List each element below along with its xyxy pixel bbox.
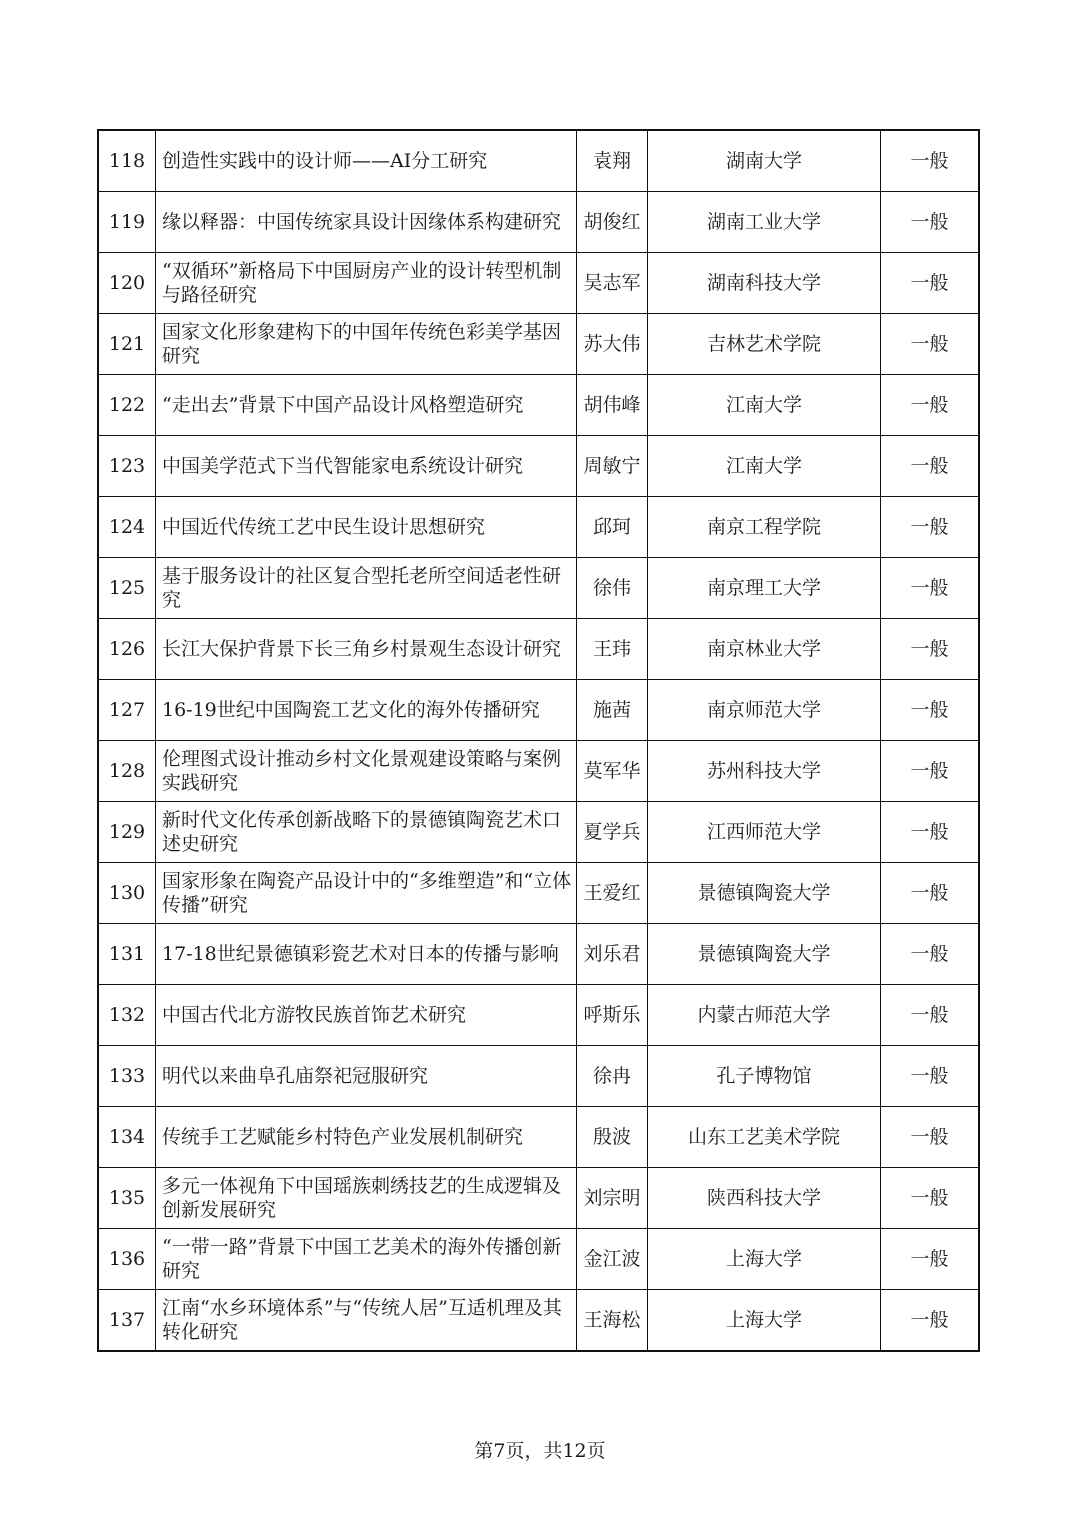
table-row [98, 985, 979, 1046]
row-number: 129 [98, 802, 156, 863]
table-row [98, 1046, 979, 1107]
table-body [98, 130, 979, 1351]
table-row [98, 1290, 979, 1352]
leader-name: 金江波 [577, 1229, 648, 1290]
row-number: 122 [98, 375, 156, 436]
institution: 湖南工业大学 [648, 192, 881, 253]
table-row [98, 1107, 979, 1168]
row-number: 118 [98, 130, 156, 192]
institution: 孔子博物馆 [648, 1046, 881, 1107]
institution: 吉林艺术学院 [648, 314, 881, 375]
row-number: 127 [98, 680, 156, 741]
leader-name: 周敏宁 [577, 436, 648, 497]
institution: 内蒙古师范大学 [648, 985, 881, 1046]
project-title: 16-19世纪中国陶瓷工艺文化的海外传播研究 [156, 680, 577, 741]
project-type: 一般 [881, 1046, 980, 1107]
table-row [98, 619, 979, 680]
row-number: 126 [98, 619, 156, 680]
project-title: 中国近代传统工艺中民生设计思想研究 [156, 497, 577, 558]
table-row [98, 375, 979, 436]
institution: 江西师范大学 [648, 802, 881, 863]
project-title: 中国古代北方游牧民族首饰艺术研究 [156, 985, 577, 1046]
project-title: 中国美学范式下当代智能家电系统设计研究 [156, 436, 577, 497]
project-title: 伦理图式设计推动乡村文化景观建设策略与案例实践研究 [156, 741, 577, 802]
table-row [98, 436, 979, 497]
project-title: 长江大保护背景下长三角乡村景观生态设计研究 [156, 619, 577, 680]
project-title: 新时代文化传承创新战略下的景德镇陶瓷艺术口述史研究 [156, 802, 577, 863]
table-row [98, 741, 979, 802]
table-row [98, 192, 979, 253]
project-type: 一般 [881, 375, 980, 436]
leader-name: 刘宗明 [577, 1168, 648, 1229]
leader-name: 邱珂 [577, 497, 648, 558]
row-number: 132 [98, 985, 156, 1046]
row-number: 123 [98, 436, 156, 497]
project-title: “一带一路”背景下中国工艺美术的海外传播创新研究 [156, 1229, 577, 1290]
leader-name: 胡俊红 [577, 192, 648, 253]
project-type: 一般 [881, 314, 980, 375]
institution: 江南大学 [648, 375, 881, 436]
institution: 湖南科技大学 [648, 253, 881, 314]
project-type: 一般 [881, 863, 980, 924]
project-type: 一般 [881, 192, 980, 253]
project-type: 一般 [881, 436, 980, 497]
row-number: 131 [98, 924, 156, 985]
project-type: 一般 [881, 558, 980, 619]
project-type: 一般 [881, 1168, 980, 1229]
project-table [97, 129, 980, 1352]
project-title: “双循环”新格局下中国厨房产业的设计转型机制与路径研究 [156, 253, 577, 314]
leader-name: 苏大伟 [577, 314, 648, 375]
leader-name: 徐冉 [577, 1046, 648, 1107]
institution: 山东工艺美术学院 [648, 1107, 881, 1168]
row-number: 125 [98, 558, 156, 619]
project-title: 传统手工艺赋能乡村特色产业发展机制研究 [156, 1107, 577, 1168]
leader-name: 王玮 [577, 619, 648, 680]
project-type: 一般 [881, 253, 980, 314]
institution: 景德镇陶瓷大学 [648, 924, 881, 985]
table-row [98, 558, 979, 619]
row-number: 119 [98, 192, 156, 253]
project-title: 国家形象在陶瓷产品设计中的“多维塑造”和“立体传播”研究 [156, 863, 577, 924]
institution: 景德镇陶瓷大学 [648, 863, 881, 924]
institution: 南京林业大学 [648, 619, 881, 680]
leader-name: 夏学兵 [577, 802, 648, 863]
institution: 湖南大学 [648, 130, 881, 192]
project-type: 一般 [881, 1229, 980, 1290]
row-number: 133 [98, 1046, 156, 1107]
table-row [98, 497, 979, 558]
table-row [98, 680, 979, 741]
page-number: 第7页，共12页 [474, 1440, 606, 1462]
project-title: 缘以释器：中国传统家具设计因缘体系构建研究 [156, 192, 577, 253]
project-title: 国家文化形象建构下的中国年传统色彩美学基因研究 [156, 314, 577, 375]
project-type: 一般 [881, 741, 980, 802]
project-type: 一般 [881, 924, 980, 985]
leader-name: 徐伟 [577, 558, 648, 619]
leader-name: 袁翔 [577, 130, 648, 192]
project-type: 一般 [881, 680, 980, 741]
project-title: 创造性实践中的设计师——AI分工研究 [156, 130, 577, 192]
project-type: 一般 [881, 985, 980, 1046]
row-number: 121 [98, 314, 156, 375]
project-type: 一般 [881, 1290, 980, 1352]
row-number: 137 [98, 1290, 156, 1352]
table-row [98, 253, 979, 314]
institution: 南京工程学院 [648, 497, 881, 558]
row-number: 130 [98, 863, 156, 924]
project-type: 一般 [881, 130, 980, 192]
row-number: 135 [98, 1168, 156, 1229]
leader-name: 施茜 [577, 680, 648, 741]
row-number: 128 [98, 741, 156, 802]
row-number: 134 [98, 1107, 156, 1168]
project-type: 一般 [881, 802, 980, 863]
institution: 上海大学 [648, 1229, 881, 1290]
leader-name: 王爱红 [577, 863, 648, 924]
institution: 南京师范大学 [648, 680, 881, 741]
project-title: “走出去”背景下中国产品设计风格塑造研究 [156, 375, 577, 436]
table-row [98, 1168, 979, 1229]
project-title: 17-18世纪景德镇彩瓷艺术对日本的传播与影响 [156, 924, 577, 985]
institution: 江南大学 [648, 436, 881, 497]
table-row [98, 1229, 979, 1290]
project-title: 江南“水乡环境体系”与“传统人居”互适机理及其转化研究 [156, 1290, 577, 1352]
project-type: 一般 [881, 497, 980, 558]
institution: 上海大学 [648, 1290, 881, 1352]
leader-name: 莫军华 [577, 741, 648, 802]
table-row [98, 863, 979, 924]
table-row [98, 802, 979, 863]
leader-name: 王海松 [577, 1290, 648, 1352]
institution: 苏州科技大学 [648, 741, 881, 802]
project-title: 多元一体视角下中国瑶族刺绣技艺的生成逻辑及创新发展研究 [156, 1168, 577, 1229]
table-row [98, 924, 979, 985]
institution: 陕西科技大学 [648, 1168, 881, 1229]
table-row [98, 314, 979, 375]
project-title: 明代以来曲阜孔庙祭祀冠服研究 [156, 1046, 577, 1107]
project-type: 一般 [881, 1107, 980, 1168]
row-number: 124 [98, 497, 156, 558]
project-title: 基于服务设计的社区复合型托老所空间适老性研究 [156, 558, 577, 619]
leader-name: 刘乐君 [577, 924, 648, 985]
row-number: 136 [98, 1229, 156, 1290]
project-type: 一般 [881, 619, 980, 680]
leader-name: 呼斯乐 [577, 985, 648, 1046]
institution: 南京理工大学 [648, 558, 881, 619]
leader-name: 吴志军 [577, 253, 648, 314]
leader-name: 殷波 [577, 1107, 648, 1168]
leader-name: 胡伟峰 [577, 375, 648, 436]
table-row [98, 130, 979, 192]
row-number: 120 [98, 253, 156, 314]
